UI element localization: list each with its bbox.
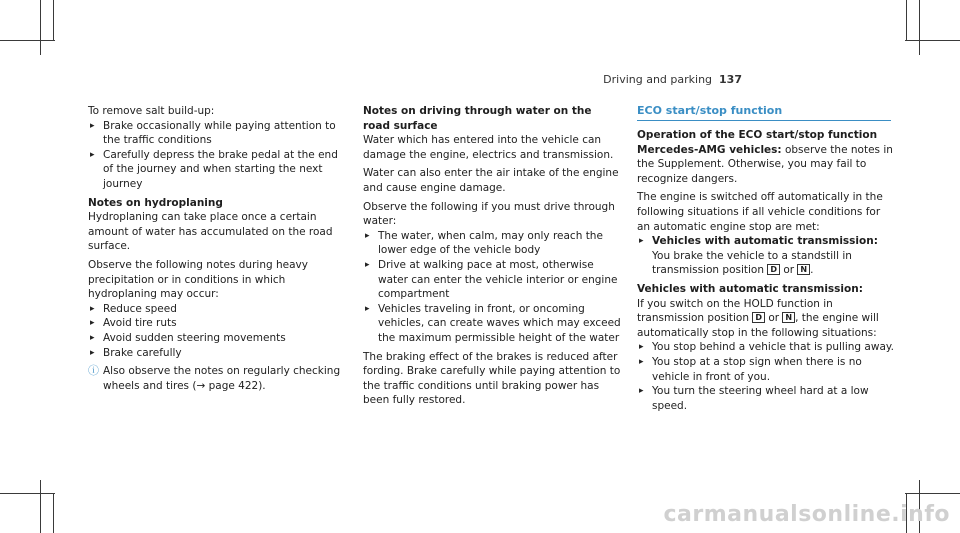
list-item: ▸ You stop behind a vehicle that is pulling away.	[637, 340, 895, 355]
crop-mark	[919, 0, 920, 55]
water-text-3: Observe the following if you must drive through water:	[363, 200, 615, 228]
eco-operation-heading: Operation of the ECO start/stop function	[637, 129, 878, 141]
water-heading: Notes on driving through water on the road surface	[363, 105, 592, 132]
info-icon: ⓘ	[88, 364, 99, 378]
list-item: ▸ Drive at walking pace at most, otherwise water can enter the vehicle interior or engine compartment	[363, 258, 621, 302]
hydroplaning-observe: Observe the following notes during heavy precipitation or in conditions in which hydroplaning may occur:	[88, 258, 308, 301]
page-header	[603, 73, 742, 86]
amg-note	[637, 143, 895, 187]
auto-transmission-heading: Vehicles with automatic transmission:	[637, 282, 863, 295]
hydroplaning-list	[88, 302, 346, 360]
crop-mark	[0, 493, 55, 494]
list-item: ▸ Carefully depress the brake pedal at the end of the journey and when starting the next journey	[88, 148, 346, 192]
list-item: ▸ You turn the steering wheel hard at a low speed.	[637, 384, 895, 413]
or-text: or	[764, 312, 783, 325]
middle-column	[363, 104, 621, 408]
list-item: ▸ Brake carefully	[88, 346, 346, 361]
list-item: ▸ Reduce speed	[88, 302, 346, 317]
transmission-n-icon: N	[782, 312, 795, 323]
header-section: Driving and parking	[603, 73, 713, 86]
left-column	[88, 104, 346, 393]
or-text: or	[779, 264, 798, 277]
salt-list	[88, 119, 346, 192]
eco-section-title: ECO start/stop function	[637, 104, 783, 117]
transmission-d-icon: D	[752, 312, 765, 323]
hydroplaning-text: Hydroplaning can take place once a certain amount of water has accumulated on the road surface.	[88, 211, 333, 253]
crop-mark	[40, 0, 41, 55]
hold-text	[637, 297, 895, 341]
water-text-2: Water can also enter the air intake of the engine and cause engine damage.	[363, 167, 619, 194]
transmission-d-icon: D	[767, 264, 780, 275]
list-item: ▸ Avoid tire ruts	[88, 316, 346, 331]
page-number: 137	[719, 73, 742, 86]
crop-mark	[53, 0, 54, 41]
bullet-text: You brake the vehicle to a standstill in transmission position	[652, 249, 852, 277]
water-text-4: The braking effect of the brakes is reduced after fording. Brake carefully while paying attention to the traffic conditions until braking power has been fully restored.	[363, 350, 621, 407]
section-divider	[637, 120, 891, 121]
hold-text-a: If you switch on the HOLD function in transmission position	[637, 297, 833, 325]
list-item: ▸ The water, when calm, may only reach the lower edge of the vehicle body	[363, 229, 621, 258]
eco-list-1	[637, 234, 895, 278]
crop-mark	[905, 493, 960, 494]
bullet-title: Vehicles with automatic transmission:	[652, 235, 878, 248]
list-item: ▸ Brake occasionally while paying attention to the traffic conditions	[88, 119, 346, 148]
right-column	[637, 128, 895, 413]
water-list	[363, 229, 621, 346]
watermark: carmanualsonline.info	[663, 502, 950, 527]
list-item	[637, 234, 895, 278]
water-text-1: Water which has entered into the vehicle can damage the engine, electrics and transmission.	[363, 134, 614, 161]
crop-mark	[906, 0, 907, 41]
note-text[interactable]: Also observe the notes on regularly checking wheels and tires (→ page 422).	[103, 365, 341, 392]
hydroplaning-heading: Notes on hydroplaning	[88, 196, 223, 209]
tire-note	[88, 364, 346, 393]
amg-text: observe the notes in the Supplement. Otherwise, you may fail to recognize dangers.	[637, 143, 893, 185]
crop-mark	[0, 40, 55, 41]
transmission-n-icon: N	[797, 264, 810, 275]
eco-text-1: The engine is switched off automatically in the following situations if all vehicle conditions for an automatic engine stop are met:	[637, 191, 883, 233]
salt-intro: To remove salt build-up:	[88, 105, 215, 117]
list-item: ▸ Vehicles traveling in front, or oncoming vehicles, can create waves which may exceed the maximum permissible height of the water	[363, 302, 621, 346]
list-item: ▸ You stop at a stop sign when there is no vehicle in front of you.	[637, 355, 895, 384]
hold-text-b: , the engine will automatically stop in the following situations:	[637, 312, 879, 339]
list-item: ▸ Avoid sudden steering movements	[88, 331, 346, 346]
bullet-end: .	[810, 264, 814, 277]
crop-mark	[905, 40, 960, 41]
amg-label: Mercedes-AMG vehicles:	[637, 143, 782, 156]
eco-list-2	[637, 340, 895, 413]
